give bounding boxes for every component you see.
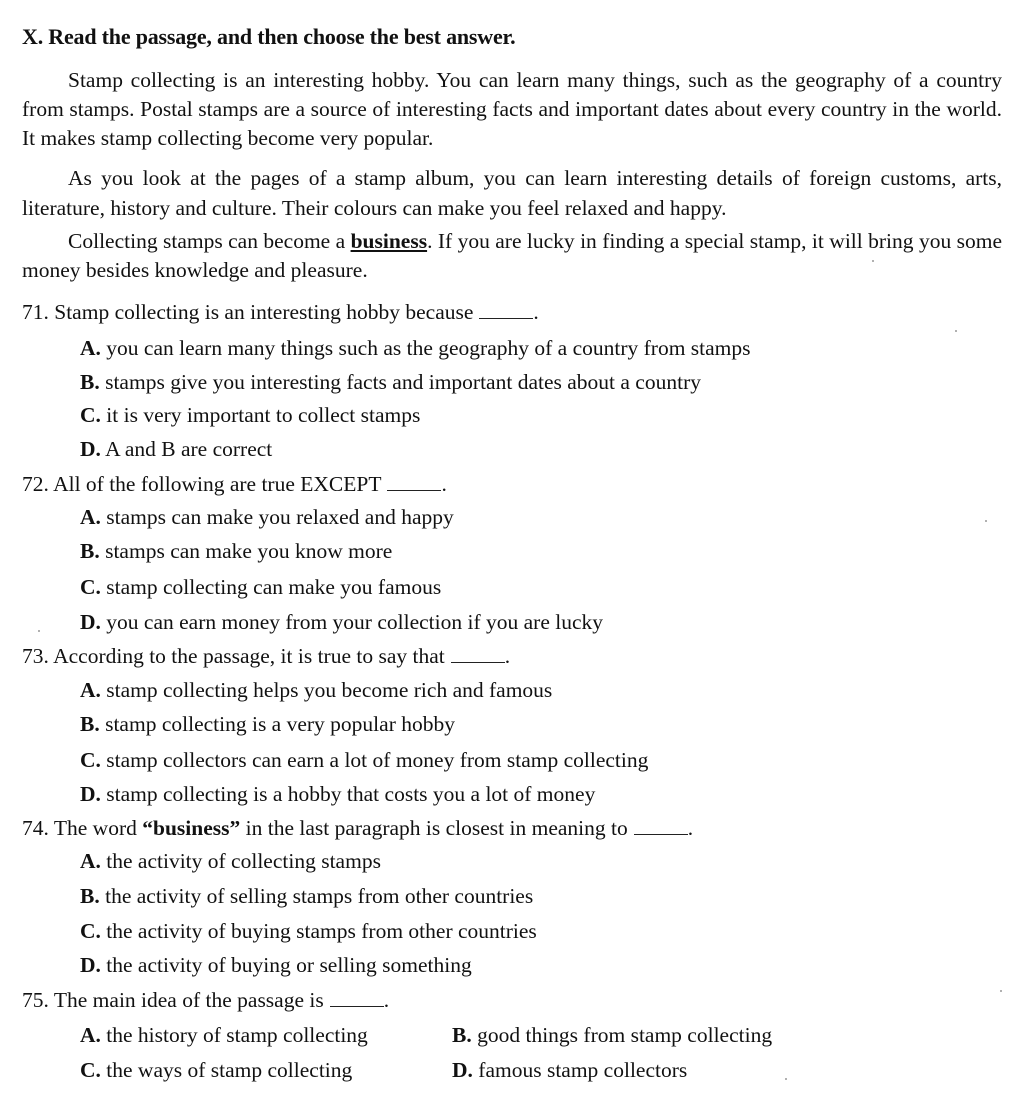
option-text: you can earn money from your collection if you are lucky [106,610,603,634]
option-letter: C. [80,748,101,772]
paragraph-3-text-after: . If you are lucky in finding a special stamp, it will bring you some money besides knowledge and pleasure. [22,229,1002,282]
option-72-b[interactable] [80,539,392,564]
option-75-d[interactable] [452,1058,687,1083]
option-letter: B. [80,712,100,736]
option-letter: D. [80,782,101,806]
option-text: the activity of collecting stamps [106,849,381,873]
answer-blank[interactable] [634,818,688,835]
option-text: stamps give you interesting facts and important dates about a country [105,370,701,394]
option-text: stamps can make you know more [105,539,393,563]
question-71 [22,300,539,325]
question-number: 74. [22,816,49,840]
option-letter: A. [80,678,101,702]
question-keyword: “business” [142,816,241,840]
answer-blank[interactable] [479,302,533,319]
option-letter: A. [80,849,101,873]
option-text: stamp collecting is a very popular hobby [105,712,455,736]
answer-blank[interactable] [451,646,505,663]
option-72-c[interactable] [80,575,441,600]
option-text: you can learn many things such as the geography of a country from stamps [106,336,751,360]
question-72 [22,472,447,497]
option-75-b[interactable] [452,1023,772,1048]
option-letter: B. [452,1023,472,1047]
question-73 [22,644,510,669]
option-71-c[interactable] [80,403,420,428]
option-letter: B. [80,370,100,394]
option-text: famous stamp collectors [478,1058,688,1082]
question-number: 72. [22,472,49,496]
option-text: the activity of buying or selling something [106,953,472,977]
option-text: stamp collecting helps you become rich and famous [106,678,553,702]
option-text: stamp collecting is a hobby that costs you a lot of money [106,782,596,806]
answer-blank[interactable] [330,990,384,1007]
option-letter: C. [80,1058,101,1082]
option-letter: B. [80,539,100,563]
paragraph-3-text-before: Collecting stamps can become a [68,229,351,253]
option-letter: B. [80,884,100,908]
scan-speck [955,330,957,332]
passage-paragraph-3 [22,227,1002,285]
passage-paragraph-2: As you look at the pages of a stamp album, you can learn interesting details of foreign customs, arts, literature, history and culture. Their colours can make you feel relaxed and happy. [22,166,1002,220]
option-71-d[interactable] [80,437,272,462]
option-74-c[interactable] [80,919,537,944]
option-text: the activity of buying stamps from other countries [106,919,537,943]
option-letter: D. [80,437,101,461]
section-title: X. Read the passage, and then choose the best answer. [22,24,516,49]
option-text: stamp collecting can make you famous [106,575,442,599]
option-73-b[interactable] [80,712,455,737]
option-73-c[interactable] [80,748,648,773]
option-text: stamp collectors can earn a lot of money from stamp collecting [106,748,649,772]
scan-speck [785,1078,787,1080]
question-end: . [504,644,511,668]
option-75-a[interactable] [80,1023,368,1048]
question-end: . [441,472,447,496]
question-end: . [687,816,694,840]
scan-speck [985,520,987,522]
question-end: . [533,300,539,324]
option-74-b[interactable] [80,884,533,909]
option-73-d[interactable] [80,782,595,807]
passage-paragraph-1: Stamp collecting is an interesting hobby. You can learn many things, such as the geography of a country from stamps. Postal stamps are a source of interesting facts and important dates about every country in the world. It makes stamp collecting become very popular. [22,68,1002,150]
option-letter: A. [80,1023,101,1047]
question-stem: Stamp collecting is an interesting hobby because [54,300,474,324]
option-text: stamps can make you relaxed and happy [106,505,454,529]
option-text: the activity of selling stamps from other countries [105,884,534,908]
option-letter: C. [80,575,101,599]
scan-speck [38,630,40,632]
question-number: 73. [22,644,49,668]
question-stem: All of the following are true EXCEPT [53,472,382,496]
option-letter: D. [80,610,101,634]
option-letter: C. [80,919,101,943]
option-text: the history of stamp collecting [106,1023,368,1047]
question-end: . [383,988,390,1012]
question-stem-after: in the last paragraph is closest in meaning to [240,816,628,840]
option-72-a[interactable] [80,505,454,530]
option-74-a[interactable] [80,849,381,874]
option-71-b[interactable] [80,370,701,395]
option-text: good things from stamp collecting [477,1023,773,1047]
scan-speck [872,260,874,262]
option-71-a[interactable] [80,336,751,361]
option-letter: D. [80,953,101,977]
answer-blank[interactable] [387,474,441,491]
option-73-a[interactable] [80,678,552,703]
option-text: A and B are correct [105,437,273,461]
scan-speck [1000,990,1002,992]
option-74-d[interactable] [80,953,472,978]
question-stem: The main idea of the passage is [53,988,324,1012]
question-stem: According to the passage, it is true to say that [53,644,445,668]
option-75-c[interactable] [80,1058,352,1083]
question-stem-before: The word [53,816,143,840]
option-letter: A. [80,505,101,529]
question-75 [22,988,389,1013]
option-text: it is very important to collect stamps [106,403,421,427]
question-number: 71. [22,300,49,324]
option-letter: D. [452,1058,473,1082]
option-72-d[interactable] [80,610,603,635]
question-74 [22,816,693,841]
option-letter: A. [80,336,101,360]
keyword-business: business [350,229,428,253]
option-letter: C. [80,403,101,427]
question-number: 75. [22,988,49,1012]
option-text: the ways of stamp collecting [106,1058,353,1082]
